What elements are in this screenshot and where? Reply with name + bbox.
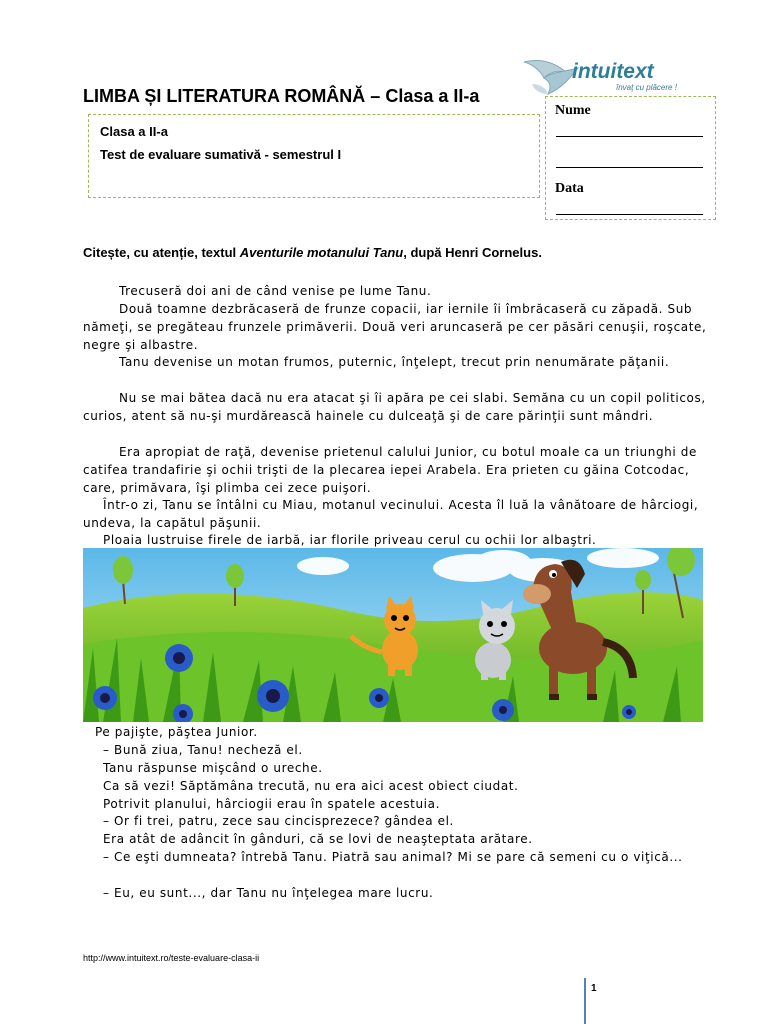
- paragraph: Ca să vezi! Săptămâna trecută, nu era aici acest obiect ciudat.: [103, 779, 519, 793]
- date-label: Data: [555, 181, 584, 196]
- paragraph: – Bună ziua, Tanu! necheză el.: [103, 743, 303, 757]
- date-line: [556, 214, 703, 215]
- intuitext-logo: [522, 50, 682, 100]
- paragraph: Era apropiat de raţă, devenise prietenul calului Junior, cu botul moale ca un triunghi de catifea trandafirie şi ochii trişti de la plecarea iepei Arabela. Era prieten cu găina Cotcodac, care, primăvara, îşi plimba cei zece puişori.: [83, 445, 697, 495]
- paragraph: Tanu răspunse mişcând o ureche.: [103, 761, 323, 775]
- paragraph: Nu se mai bătea dacă nu era atacat şi îi apăra pe cei slabi. Semăna cu un copil politicos, curios, atent să nu-şi murdărească hainele cu dulceaţă şi de care părinţii sunt mândri.: [83, 391, 706, 423]
- paragraph: Pe pajişte, păştea Junior.: [95, 725, 258, 739]
- paragraph: Două toamne dezbrăcaseră de frunze copacii, iar iernile îi îmbrăcaseră cu zăpadă. Sub nămeţi, se pregăteau frunzele primăverii. Două veri aruncaseră pe cer păsări cenuşii, roşcate, negre şi albastre.: [83, 302, 707, 352]
- name-line-2: [556, 167, 703, 168]
- paragraph: – Eu, eu sunt..., dar Tanu nu înţelegea mare lucru.: [103, 886, 434, 900]
- name-line: [556, 136, 703, 137]
- page-number-bar: [584, 978, 586, 1024]
- logo-wordmark: intuitext: [572, 60, 654, 83]
- paragraph: Într-o zi, Tanu se întâlni cu Miau, motanul vecinului. Acesta îl luă la vânătoare de hârciogi, undeva, la capătul păşunii.: [83, 498, 699, 530]
- paragraph: Potrivit planului, hârciogii erau în spatele acestuia.: [103, 797, 440, 811]
- name-date-box: [545, 96, 716, 220]
- test-line: Test de evaluare sumativă - semestrul I: [100, 147, 342, 162]
- name-label: Nume: [555, 103, 591, 118]
- test-info-box: [88, 114, 540, 198]
- paragraph: Trecuseră doi ani de când venise pe lume Tanu.: [119, 284, 432, 298]
- page-number: 1: [591, 983, 597, 994]
- footer-url[interactable]: http://www.intuitext.ro/teste-evaluare-clasa-ii: [83, 953, 260, 963]
- story-title: Aventurile motanului Tanu: [239, 245, 404, 260]
- logo-tagline: învaţ cu plăcere !: [616, 83, 677, 92]
- instruction-prefix: Citește, cu atenție, textul: [83, 245, 240, 260]
- class-line: Clasa a II-a: [100, 124, 168, 139]
- paragraph: – Or fi trei, patru, zece sau cincisprezece? gândea el.: [103, 814, 454, 828]
- paragraph: – Ce eşti dumneata? întrebă Tanu. Piatră sau animal? Mi se pare că semeni cu o viţică...: [103, 850, 683, 864]
- paragraph: Ploaia lustruise firele de iarbă, iar florile priveau cerul cu ochii lor albaştri.: [103, 533, 597, 547]
- story-illustration: [83, 548, 703, 722]
- page-title: LIMBA ȘI LITERATURA ROMÂNĂ – Clasa a II-a: [83, 86, 480, 106]
- reading-instruction: [83, 245, 542, 260]
- instruction-suffix: , după Henri Cornelus.: [403, 245, 542, 260]
- paragraph: Era atât de adâncit în gânduri, că se lovi de neaşteptata arătare.: [103, 832, 533, 846]
- paragraph: Tanu devenise un motan frumos, puternic, înţelept, trecut prin nenumărate păţanii.: [119, 355, 670, 369]
